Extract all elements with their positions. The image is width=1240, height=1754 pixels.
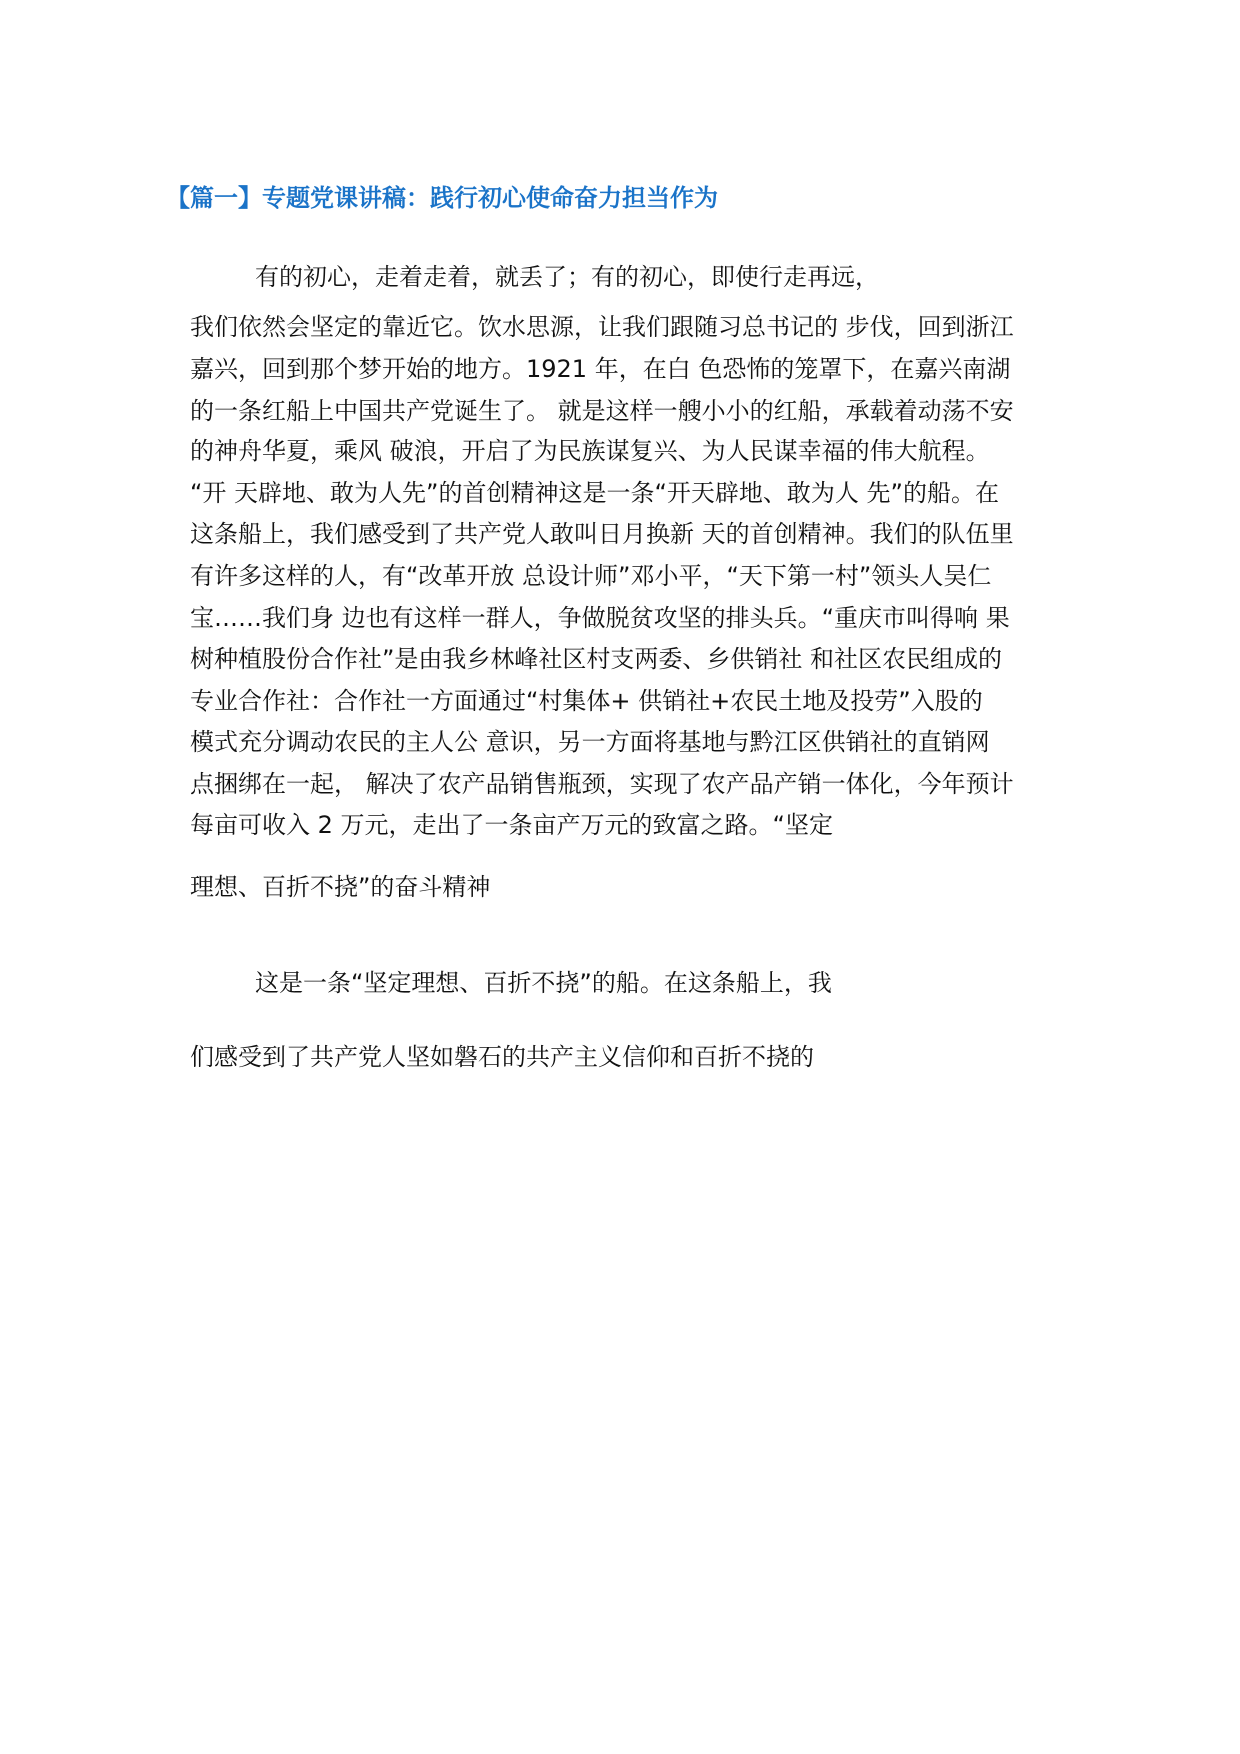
paragraph-line: 这条船上，我们感受到了共产党人敢叫日月换新 天的首创精神。我们的队伍里 bbox=[190, 520, 1014, 548]
paragraph-line: 有许多这样的人，有“改革开放 总设计师”邓小平，“天下第一村”领头人吴仁 bbox=[190, 562, 992, 590]
paragraph-line: 们感受到了共产党人坚如磐石的共产主义信仰和百折不挠的 bbox=[190, 1043, 814, 1071]
paragraph-line: 的一条红船上中国共产党诞生了。 就是这样一艘小小的红船，承载着动荡不安 bbox=[190, 397, 1014, 425]
paragraph-line: 的神舟华夏，乘风 破浪，开启了为民族谋复兴、为人民谋幸福的伟大航程。 bbox=[190, 437, 990, 465]
paragraph-line: 这是一条“坚定理想、百折不挠”的船。在这条船上，我 bbox=[255, 969, 832, 997]
paragraph-line: “开 天辟地、敢为人先”的首创精神这是一条“开天辟地、敢为人 先”的船。在 bbox=[190, 479, 999, 507]
paragraph-line: 我们依然会坚定的靠近它。饮水思源，让我们跟随习总书记的 步伐，回到浙江 bbox=[190, 313, 1014, 341]
paragraph-line: 有的初心，走着走着，就丢了；有的初心，即使行走再远， bbox=[255, 263, 879, 291]
paragraph-line: 理想、百折不挠”的奋斗精神 bbox=[190, 873, 491, 901]
paragraph-line: 嘉兴，回到那个梦开始的地方。1921 年，在白 色恐怖的笼罩下，在嘉兴南湖 bbox=[190, 355, 1011, 383]
document-title: 【篇一】专题党课讲稿：践行初心使命奋力担当作为 bbox=[166, 184, 718, 212]
paragraph-line: 树种植股份合作社”是由我乡林峰社区村支两委、乡供销社 和社区农民组成的 bbox=[190, 645, 1003, 673]
paragraph-line: 专业合作社：合作社一方面通过“村集体+ 供销社+农民土地及投劳”入股的 bbox=[190, 687, 983, 715]
paragraph-line: 点捆绑在一起， 解决了农产品销售瓶颈，实现了农产品产销一体化，今年预计 bbox=[190, 770, 1014, 798]
paragraph-line: 每亩可收入 2 万元，走出了一条亩产万元的致富之路。“坚定 bbox=[190, 811, 833, 839]
paragraph-line: 模式充分调动农民的主人公 意识，另一方面将基地与黔江区供销社的直销网 bbox=[190, 728, 990, 756]
paragraph-line: 宝……我们身 边也有这样一群人，争做脱贫攻坚的排头兵。“重庆市叫得响 果 bbox=[190, 604, 1010, 632]
